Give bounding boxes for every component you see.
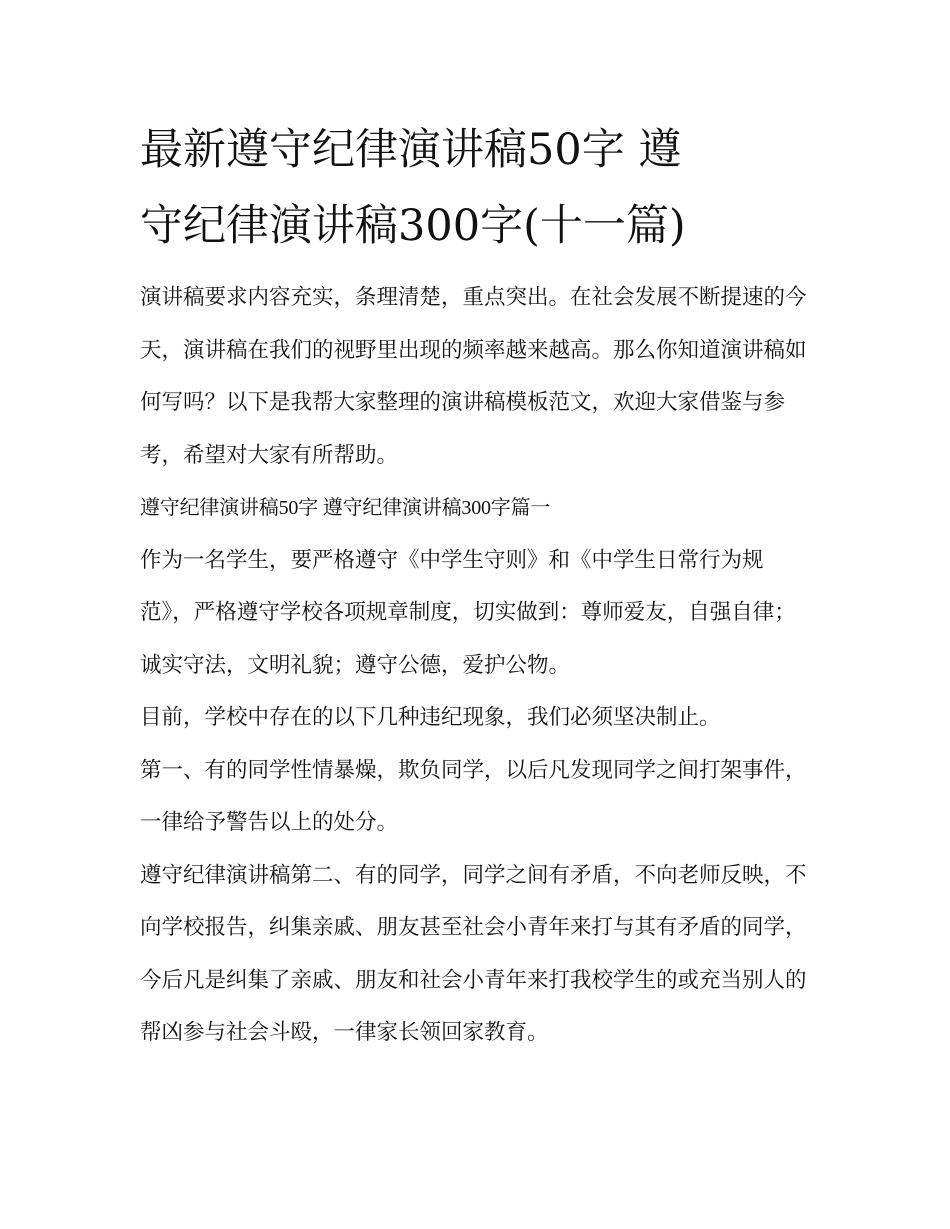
body-paragraph-3: 第一、有的同学性情暴燥，欺负同学，以后凡发现同学之间打架事件，一律给予警告以上的处分。	[140, 757, 807, 835]
document-page	[140, 112, 812, 1060]
document-title-line-2: 守纪律演讲稿300字(十一篇)	[140, 201, 686, 251]
body-paragraph-2: 目前，学校中存在的以下几种违纪现象，我们必须坚决制止。	[140, 705, 721, 730]
body-paragraph-4: 遵守纪律演讲稿第二、有的同学，同学之间有矛盾，不向老师反映，不向学校报告，纠集亲戚、朋友甚至社会小青年来打与其有矛盾的同学，今后凡是纠集了亲戚、朋友和社会小青年来打我校学生的或充当别人的帮凶参与社会斗殴，一律家长领回家教育。	[140, 862, 807, 1045]
document-body	[140, 272, 812, 1060]
body-paragraph-1: 作为一名学生，要严格遵守《中学生守则》和《中学生日常行为规范》，严格遵守学校各项规章制度，切实做到：尊师爱友，自强自律；诚实守法，文明礼貌；遵守公德，爱护公物。	[140, 547, 796, 678]
document-title	[140, 112, 812, 264]
section-heading: 遵守纪律演讲稿50字 遵守纪律演讲稿300字篇一	[140, 497, 551, 519]
document-title-line-1: 最新遵守纪律演讲稿50字 遵	[140, 125, 682, 175]
intro-paragraph: 演讲稿要求内容充实，条理清楚，重点突出。在社会发展不断提速的今天，演讲稿在我们的视野里出现的频率越来越高。那么你知道演讲稿如何写吗？以下是我帮大家整理的演讲稿模板范文，欢迎大家借鉴与参考，希望对大家有所帮助。	[140, 285, 807, 468]
